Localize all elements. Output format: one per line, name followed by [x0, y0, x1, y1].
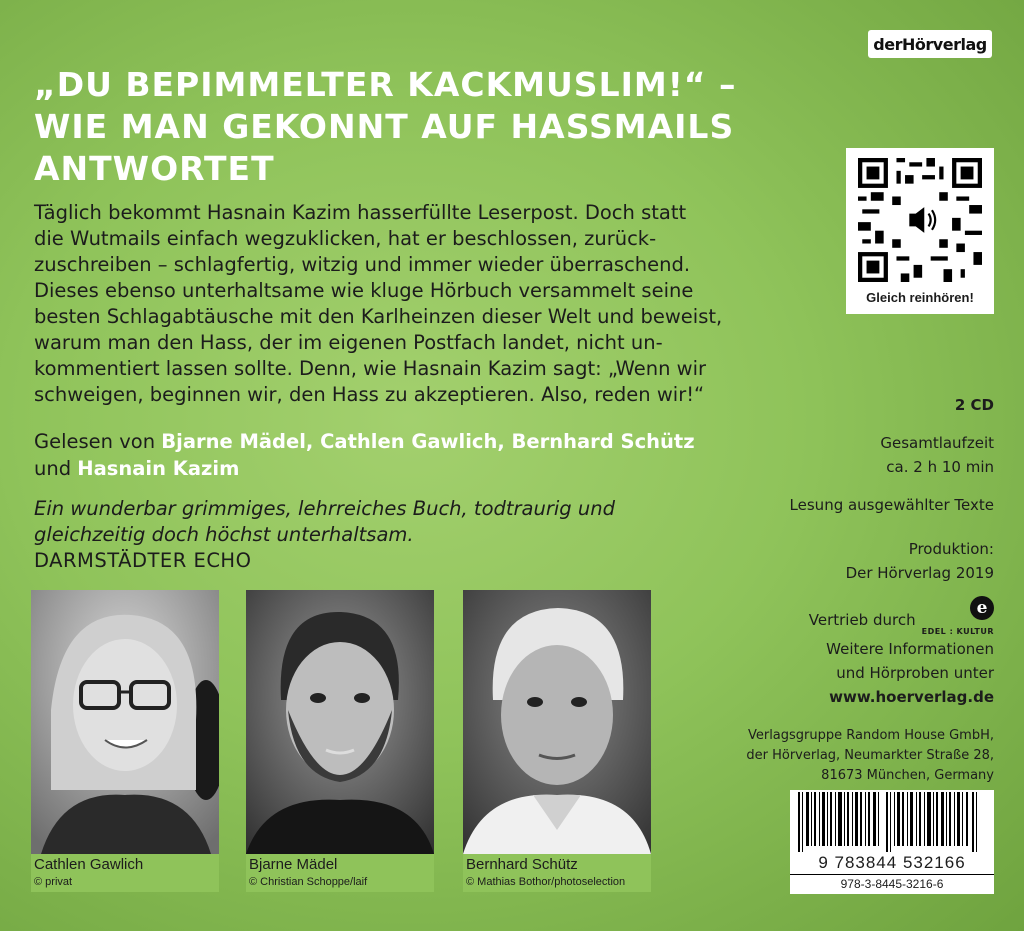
photo-card: [31, 590, 219, 892]
distribution: Vertrieb durch e EDEL : KULTUR: [774, 586, 994, 626]
photo-credit: © privat: [34, 876, 73, 888]
cd-count: 2 CD: [954, 396, 994, 414]
publisher-address: Verlagsgruppe Random House GmbH, der Hörverlag, Neumarkter Straße 28, 81673 München, Germany: [746, 728, 994, 783]
website-link[interactable]: www.hoerverlag.de: [829, 688, 994, 706]
barcode: [790, 790, 994, 894]
photo-card: [463, 590, 651, 892]
photo-name: Bjarne Mädel: [249, 856, 338, 873]
photo-card: [246, 590, 434, 892]
edel-logo: e EDEL : KULTUR: [921, 598, 994, 636]
reader-name-author: Hasnain Kazim: [77, 457, 240, 480]
headline: [34, 64, 794, 190]
photo-credit: © Christian Schoppe/laif: [249, 876, 368, 888]
portrait-woman-image: [31, 590, 219, 854]
portrait-man-grey-hair-image: [463, 590, 651, 854]
content-type: Lesung ausgewählter Texte: [789, 496, 994, 514]
more-info: Weitere Informationen und Hörproben unter www.hoerverlag.de: [826, 637, 994, 709]
headline-line: ANTWORTET: [34, 149, 275, 188]
photo-name: Cathlen Gawlich: [34, 856, 144, 873]
press-quote: Ein wunderbar grimmiges, lehrreiches Buch, todtraurig und gleichzeitig doch höchst unterhaltsam. DARMSTÄDTER ECHO: [34, 496, 774, 574]
headline-line: „DU BEPIMMELTER KACKMUSLIM!“ –: [34, 65, 737, 104]
readers-credit: Gelesen von Bjarne Mädel, Cathlen Gawlich, Bernhard Schütz und Hasnain Kazim: [34, 430, 695, 480]
runtime: Gesamtlaufzeit ca. 2 h 10 min: [880, 434, 994, 476]
portrait-man-bearded-image: [246, 590, 434, 854]
headline-line: WIE MAN GEKONNT AUF HASSMAILS: [34, 107, 735, 146]
photo-credit: © Mathias Bothor/photoselection: [466, 876, 626, 888]
description: Täglich bekommt Hasnain Kazim hasserfüllte Leserpost. Doch statt die Wutmails einfach wegzuklicken, hat er beschlossen, zurück- zuschreiben – schlagfertig, witzig und immer wieder überraschend. Dieses ebenso unterhaltsame wie kluge Hörbuch versammelt seine besten Schlagabtäusche mit den Karlheinzen dieser Welt und beweist, warum man den Hass, der im eigenen Postfach landet, nicht un- kommentiert lassen sollte. Denn, wie Hasnain Kazim sagt: „Wenn wir schweigen, beginnen wir, den Hass zu akzeptieren. Also, reden wir!“: [34, 201, 723, 406]
photo-name: Bernhard Schütz: [466, 856, 578, 873]
barcode-icon: [790, 790, 994, 854]
isbn: 978-3-8445-3216-6: [790, 874, 994, 891]
qr-code[interactable]: [846, 148, 994, 314]
quote-source: DARMSTÄDTER ECHO: [34, 549, 252, 572]
barcode-number: 9 783844 532166: [818, 853, 966, 872]
reader-names: Bjarne Mädel, Cathlen Gawlich, Bernhard Schütz: [161, 430, 695, 453]
production: Produktion: Der Hörverlag 2019: [845, 540, 994, 582]
qr-caption: Gleich reinhören!: [866, 290, 974, 305]
publisher-logo: der Hör verlag: [868, 30, 992, 58]
qr-code-icon: [858, 158, 982, 282]
